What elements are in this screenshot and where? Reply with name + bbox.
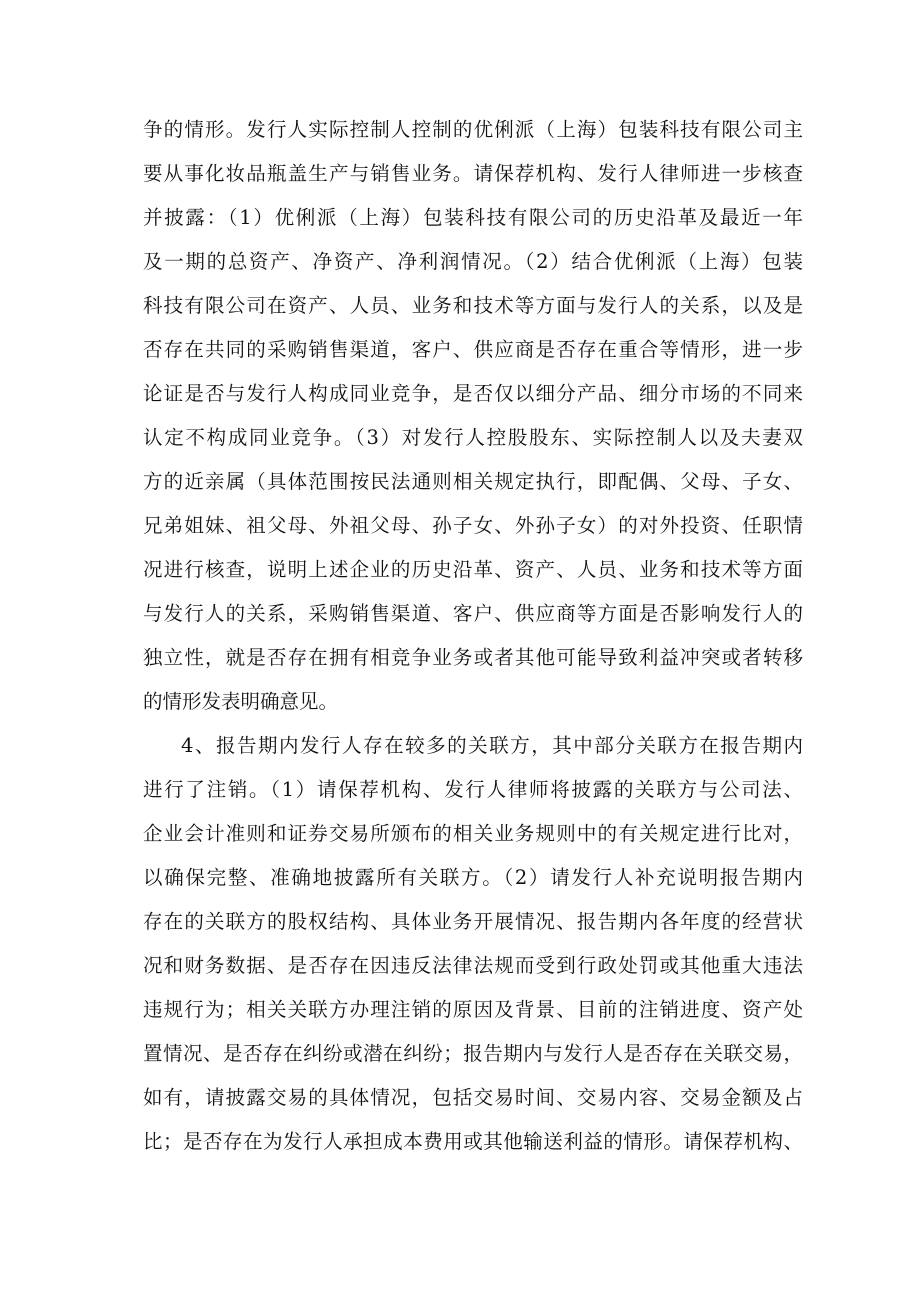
- paragraph-1-line-5: 科技有限公司在资产、人员、业务和技术等方面与发行人的关系，以及是: [143, 294, 803, 317]
- paragraph-1-line-10: 兄弟姐妹、祖父母、外祖父母、孙子女、外孙子女）的对外投资、任职情: [143, 514, 803, 537]
- paragraph-1-line-8: 认定不构成同业竞争。（3）对发行人控股股东、实际控制人以及夫妻双: [143, 426, 803, 449]
- paragraph-1-line-3: 并披露：（1）优俐派（上海）包装科技有限公司的历史沿革及最近一年: [143, 206, 803, 229]
- paragraph-2-line-10: 比；是否存在为发行人承担成本费用或其他输送利益的情形。请保荐机构、: [143, 1130, 803, 1153]
- paragraph-1-line-14: 的情形发表明确意见。: [143, 690, 339, 713]
- paragraph-2-line-7: 违规行为；相关关联方办理注销的原因及背景、目前的注销进度、资产处: [143, 998, 803, 1021]
- paragraph-2-line-9: 如有，请披露交易的具体情况，包括交易时间、交易内容、交易金额及占: [143, 1086, 803, 1109]
- paragraph-2-line-8: 置情况、是否存在纠纷或潜在纠纷；报告期内与发行人是否存在关联交易，: [143, 1042, 803, 1065]
- paragraph-1-line-1: 争的情形。发行人实际控制人控制的优俐派（上海）包装科技有限公司主: [143, 118, 803, 141]
- paragraph-2-line-2: 进行了注销。（1）请保荐机构、发行人律师将披露的关联方与公司法、: [143, 778, 803, 801]
- paragraph-2-line-6: 况和财务数据、是否存在因违反法律法规而受到行政处罚或其他重大违法: [143, 954, 803, 977]
- paragraph-2-line-4: 以确保完整、准确地披露所有关联方。（2）请发行人补充说明报告期内: [143, 866, 803, 889]
- paragraph-1-line-4: 及一期的总资产、净资产、净利润情况。（2）结合优俐派（上海）包装: [143, 250, 803, 273]
- paragraph-1-line-12: 与发行人的关系，采购销售渠道、客户、供应商等方面是否影响发行人的: [143, 602, 803, 625]
- paragraph-1-line-13: 独立性，就是否存在拥有相竞争业务或者其他可能导致利益冲突或者转移: [143, 646, 803, 669]
- paragraph-2-line-1: 4、报告期内发行人存在较多的关联方，其中部分关联方在报告期内: [181, 734, 803, 757]
- paragraph-2-line-3: 企业会计准则和证券交易所颁布的相关业务规则中的有关规定进行比对，: [143, 822, 803, 845]
- paragraph-2-line-5: 存在的关联方的股权结构、具体业务开展情况、报告期内各年度的经营状: [143, 910, 803, 933]
- paragraph-1-line-6: 否存在共同的采购销售渠道，客户、供应商是否存在重合等情形，进一步: [143, 338, 803, 361]
- paragraph-1-line-7: 论证是否与发行人构成同业竞争，是否仅以细分产品、细分市场的不同来: [143, 382, 803, 405]
- paragraph-1-line-2: 要从事化妆品瓶盖生产与销售业务。请保荐机构、发行人律师进一步核查: [143, 162, 803, 185]
- paragraph-1-line-9: 方的近亲属（具体范围按民法通则相关规定执行，即配偶、父母、子女、: [143, 470, 803, 493]
- paragraph-1-line-11: 况进行核查，说明上述企业的历史沿革、资产、人员、业务和技术等方面: [143, 558, 803, 581]
